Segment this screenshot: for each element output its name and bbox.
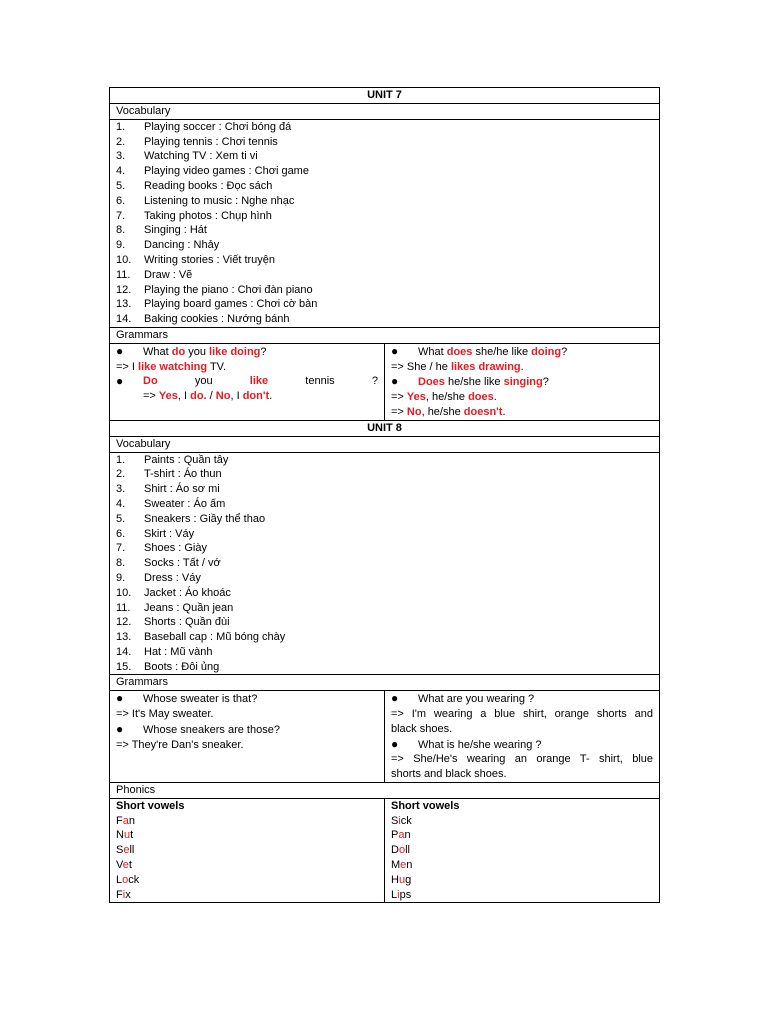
unit8-title: UNIT 8: [110, 420, 660, 436]
vocab-item: [116, 120, 653, 135]
phonics-header: Short vowels: [116, 799, 185, 812]
vocab-text: T-shirt : Áo thun: [144, 468, 222, 481]
phonics-label: Phonics: [110, 783, 660, 799]
vocab-item: [116, 571, 653, 586]
vowel-letter: e: [123, 844, 130, 857]
word-part: D: [391, 844, 399, 857]
vocab-text: Playing soccer : Chơi bóng đá: [144, 120, 292, 133]
vocab-item: [116, 164, 653, 179]
word-part: F: [116, 888, 123, 901]
phonics-word: [391, 843, 653, 858]
phonics-word: [391, 873, 653, 888]
grammar-line: shorts and black shoes.: [391, 768, 507, 781]
vowel-letter: i: [398, 814, 401, 827]
unit8-vocab-label: Vocabulary: [110, 436, 660, 452]
grammar-line: => It's May sweater.: [116, 708, 214, 721]
vocab-text: Shorts : Quần đùi: [144, 616, 230, 629]
vocab-number: 9.: [116, 239, 126, 252]
vocab-number: 2.: [116, 468, 126, 481]
phonics-header: Short vowels: [391, 799, 460, 812]
word-part: S: [391, 814, 399, 827]
word-part: ck: [128, 873, 140, 886]
vocab-item: [116, 453, 653, 468]
phonics-word: [116, 814, 378, 829]
vocab-number: 3.: [116, 483, 126, 496]
word-part: N: [116, 829, 124, 842]
unit8-grammar-left: [110, 691, 385, 783]
vocab-number: 12.: [116, 283, 132, 296]
word-part: ll: [405, 844, 410, 857]
word-part: t: [128, 859, 132, 872]
vocab-text: Playing board games : Chơi cờ bàn: [144, 298, 318, 311]
vocab-text: Hat : Mũ vành: [144, 645, 213, 658]
vocab-number: 6.: [116, 527, 126, 540]
vocab-item: [116, 268, 653, 283]
grammar-line: ● What is he/she wearing ?: [391, 736, 542, 751]
grammar-line: ● Do you like tennis ?: [116, 374, 378, 389]
grammar-line: ● What do you like doing?: [116, 343, 267, 358]
bullet-icon: ●: [116, 721, 124, 736]
word-part: F: [116, 814, 123, 827]
grammar-line: ● Does he/she like singing?: [391, 374, 549, 389]
unit8-grammar-label: Grammars: [110, 675, 660, 691]
vowel-letter: e: [122, 859, 129, 872]
vocab-text: Sneakers : Giầy thể thao: [144, 512, 266, 525]
word-part: P: [391, 829, 399, 842]
vocab-number: 11.: [116, 268, 131, 281]
vocab-text: Taking photos : Chụp hình: [144, 209, 272, 222]
unit7-vocab-label: Vocabulary: [110, 104, 660, 120]
vocab-text: Playing tennis : Chơi tennis: [144, 135, 278, 148]
vocab-item: [116, 312, 653, 327]
vocab-number: 5.: [116, 512, 126, 525]
bullet-icon: ●: [116, 691, 124, 706]
vocab-item: [116, 615, 653, 630]
word-part: ll: [129, 844, 135, 857]
phonics-left: [110, 798, 385, 903]
vocab-number: 1.: [116, 453, 126, 466]
vocab-text: Sweater : Áo ấm: [144, 497, 226, 510]
vocab-text: Playing video games : Chơi game: [144, 165, 309, 178]
vocab-item: [116, 482, 653, 497]
phonics-word: [391, 828, 653, 843]
vocab-number: 14.: [116, 645, 132, 658]
grammar-line: => She/He's wearing an orange T- shirt, blue: [391, 753, 653, 766]
vocab-item: [116, 283, 653, 298]
vocab-text: Shoes : Giày: [144, 542, 207, 555]
word-part: g: [405, 873, 412, 886]
vocab-item: [116, 179, 653, 194]
grammar-line: ● Whose sweater is that?: [116, 691, 258, 706]
vocab-item: [116, 135, 653, 150]
vocab-number: 7.: [116, 542, 126, 555]
word-part: t: [130, 829, 134, 842]
phonics-word: [116, 828, 378, 843]
unit7-vocab-list: [110, 119, 660, 327]
vocab-item: [116, 660, 653, 675]
vocab-number: 8.: [116, 224, 126, 237]
vocab-item: [116, 238, 653, 253]
word-part: n: [406, 859, 413, 872]
vowel-letter: a: [122, 814, 129, 827]
grammar-line: => I like watching TV.: [116, 360, 227, 373]
vocab-text: Socks : Tất / vớ: [144, 557, 221, 570]
vocab-number: 3.: [116, 150, 126, 163]
phonics-word: [116, 843, 378, 858]
vocab-text: Boots : Đôi ủng: [144, 660, 220, 673]
vocab-number: 4.: [116, 497, 126, 510]
vocab-item: [116, 497, 653, 512]
vocab-item: [116, 556, 653, 571]
vocab-text: Draw : Vẽ: [144, 268, 193, 281]
grammar-line: => I'm wearing a blue shirt, orange shorts and: [391, 708, 653, 721]
vocab-text: Jeans : Quần jean: [144, 601, 234, 614]
vocab-item: [116, 209, 653, 224]
bullet-icon: ●: [391, 691, 399, 706]
phonics-word: [116, 858, 378, 873]
grammar-line: => Yes, he/she does.: [391, 391, 497, 404]
vocab-item: [116, 194, 653, 209]
bullet-icon: ●: [116, 374, 124, 389]
bullet-icon: ●: [116, 343, 124, 358]
vocab-number: 14.: [116, 313, 132, 326]
word-part: ck: [400, 814, 412, 827]
vocab-number: 12.: [116, 616, 132, 629]
vocab-text: Paints : Quần tây: [144, 453, 229, 466]
vowel-letter: o: [122, 873, 129, 886]
grammar-line: => No, he/she doesn't.: [391, 405, 506, 418]
word-part: n: [128, 814, 135, 827]
vocab-item: [116, 223, 653, 238]
vowel-letter: o: [398, 844, 406, 857]
vocab-text: Shirt : Áo sơ mi: [144, 483, 220, 496]
phonics-word: [391, 888, 653, 903]
vocab-number: 13.: [116, 631, 132, 644]
phonics-word: [116, 873, 378, 888]
vocab-text: Writing stories : Viết truyện: [144, 253, 276, 266]
word-part: n: [404, 829, 411, 842]
vocab-number: 1.: [116, 120, 126, 133]
vocab-text: Baseball cap : Mũ bóng chày: [144, 631, 286, 644]
vocab-item: [116, 601, 653, 616]
grammar-line: ● What does she/he like doing?: [391, 343, 568, 358]
vowel-letter: u: [123, 829, 131, 842]
vocab-number: 8.: [116, 557, 126, 570]
vocab-item: [116, 512, 653, 527]
unit8-grammar-right: [385, 691, 660, 783]
vocab-number: 15.: [116, 660, 132, 673]
vocab-number: 5.: [116, 179, 126, 192]
phonics-right: [385, 798, 660, 903]
phonics-word: [391, 814, 653, 829]
vocab-number: 9.: [116, 571, 126, 584]
word-part: ps: [399, 888, 412, 901]
unit7-grammar-label: Grammars: [110, 327, 660, 343]
vocab-number: 11.: [116, 601, 131, 614]
unit8-vocab-list: [110, 452, 660, 675]
vocab-item: [116, 297, 653, 312]
worksheet-table: [109, 87, 660, 903]
grammar-line: => They're Dan's sneaker.: [116, 738, 244, 751]
vocab-text: Singing : Hát: [144, 224, 207, 237]
vocab-item: [116, 630, 653, 645]
word-part: S: [116, 844, 124, 857]
vocab-item: [116, 467, 653, 482]
grammar-line: ● What are you wearing ?: [391, 691, 535, 706]
vowel-letter: a: [398, 829, 405, 842]
vowel-letter: e: [400, 859, 407, 872]
unit7-title: UNIT 7: [110, 88, 660, 104]
vocab-text: Dancing : Nhảy: [144, 239, 220, 252]
grammar-line: => Yes, I do. / No, I don't.: [143, 390, 273, 403]
bullet-icon: ●: [391, 343, 399, 358]
vocab-item: [116, 527, 653, 542]
vocab-text: Skirt : Váy: [144, 527, 195, 540]
vocab-item: [116, 541, 653, 556]
vocab-text: Jacket : Áo khoác: [144, 586, 231, 599]
vocab-item: [116, 149, 653, 164]
word-part: H: [391, 873, 399, 886]
vocab-text: Reading books : Đọc sách: [144, 179, 273, 192]
vowel-letter: i: [397, 888, 400, 901]
vocab-text: Listening to music : Nghe nhạc: [144, 194, 295, 207]
vocab-number: 7.: [116, 209, 126, 222]
vocab-number: 10.: [116, 253, 132, 266]
vowel-letter: u: [398, 873, 406, 886]
phonics-word: [116, 888, 378, 903]
unit7-grammar-right: [385, 343, 660, 420]
vocab-number: 10.: [116, 586, 132, 599]
vocab-number: 6.: [116, 194, 126, 207]
vocab-number: 13.: [116, 298, 132, 311]
bullet-icon: ●: [391, 374, 399, 389]
vocab-text: Watching TV : Xem ti vi: [144, 150, 258, 163]
vocab-text: Playing the piano : Chơi đàn piano: [144, 283, 313, 296]
word-part: x: [125, 888, 131, 901]
worksheet: [109, 87, 659, 903]
vocab-item: [116, 645, 653, 660]
vocab-number: 2.: [116, 135, 126, 148]
grammar-line: black shoes.: [391, 722, 453, 735]
phonics-word: [391, 858, 653, 873]
word-part: L: [391, 888, 398, 901]
vowel-letter: i: [122, 888, 126, 901]
vocab-item: [116, 253, 653, 268]
unit7-grammar-left: [110, 343, 385, 420]
bullet-icon: ●: [391, 736, 399, 751]
word-part: V: [116, 859, 123, 872]
vocab-text: Dress : Váy: [144, 571, 201, 584]
vocab-number: 4.: [116, 165, 126, 178]
grammar-line: ● Whose sneakers are those?: [116, 721, 280, 736]
grammar-line: => She / he likes drawing.: [391, 360, 524, 373]
word-part: L: [116, 873, 123, 886]
vocab-item: [116, 586, 653, 601]
word-part: M: [391, 859, 401, 872]
vocab-text: Baking cookies : Nướng bánh: [144, 313, 290, 326]
